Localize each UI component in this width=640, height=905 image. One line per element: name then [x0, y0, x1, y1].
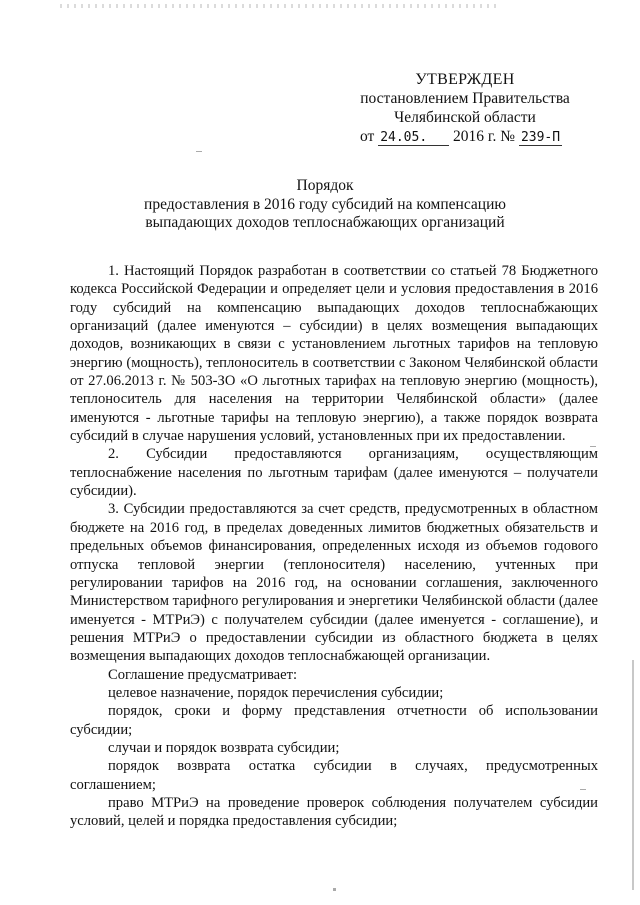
date-prefix: от — [360, 128, 375, 145]
title-line-1: Порядок — [296, 177, 354, 194]
approval-title: УТВЕРЖДЕН — [415, 71, 515, 88]
date-value: 24.05. — [378, 130, 449, 146]
document-title — [80, 177, 570, 233]
year-text: 2016 г. № — [453, 128, 516, 145]
title-line-2: предоставления в 2016 году субсидий на компенсацию — [144, 195, 506, 213]
scan-speck — [196, 151, 202, 152]
paragraph-2: 2. Субсидии предоставляются организациям, осуществляющим теплоснабжение населения по льготным тарифам (далее именуются – получатели субсидии). — [70, 446, 598, 500]
number-value: 239-П — [520, 130, 561, 145]
document-body — [70, 262, 598, 831]
approval-date-line — [340, 127, 590, 147]
agreement-item: порядок возврата остатка субсидии в случаях, предусмотренных соглашением; — [70, 758, 598, 793]
approval-stamp — [340, 70, 590, 147]
approval-line-2: Челябинской области — [394, 109, 536, 126]
agreement-item: целевое назначение, порядок перечисления субсидии; — [108, 684, 444, 701]
scan-noise — [60, 4, 500, 8]
agreement-item: право МТРиЭ на проведение проверок соблюдения получателем субсидии условий, целей и порядка предоставления субсидии; — [70, 794, 598, 830]
agreement-item: случаи и порядок возврата субсидии; — [108, 739, 340, 756]
paragraph-3: 3. Субсидии предоставляются за счет средств, предусмотренных в областном бюджете на 2016 год, в пределах доведенных лимитов бюджетных обязательств и предельных объемов финансирования, определенных исходя из объемов годового отпуска тепловой энергии (теплоносителя) населению, учтенных при регулировании тарифов на 2016 год, на основании соглашения, заключенного Министерством тарифного регулирования и энергетики Челябинской области (далее именуется - МТРиЭ) с получателем субсидии (далее именуется - соглашение), и решения МТРиЭ о предоставлении субсидии из областного бюджета в целях возмещения выпадающих доходов теплоснабжающей организации. — [70, 501, 598, 665]
scan-speck — [333, 888, 336, 891]
agreement-item: порядок, сроки и форму представления отчетности об использовании субсидии; — [70, 703, 598, 738]
paragraph-1: 1. Настоящий Порядок разработан в соответствии со статьей 78 Бюджетного кодекса Российской Федерации и определяет цели и условия предоставления в 2016 году субсидий на компенсацию выпадающих доходов теплоснабжающих организаций (далее именуются – субсидии) в целях возмещения выпадающих доходов, возникающих в связи с установлением льготных тарифов на тепловую энергию (мощность), теплоноситель в соответствии с Законом Челябинской области от 27.06.2013 г. № 503-ЗО «О льготных тарифах на тепловую энергию (мощность), теплоноситель для населения на территории Челябинской области» (далее именуются - льготные тарифы на тепловую энергию), а также порядок возврата субсидий в случае нарушения условий, установленных при их предоставлении. — [70, 263, 598, 445]
title-line-3: выпадающих доходов теплоснабжающих организаций — [145, 214, 505, 231]
agreement-intro: Соглашение предусматривает: — [108, 666, 298, 683]
scan-edge — [632, 660, 634, 890]
approval-line-1: постановлением Правительства — [360, 90, 570, 107]
